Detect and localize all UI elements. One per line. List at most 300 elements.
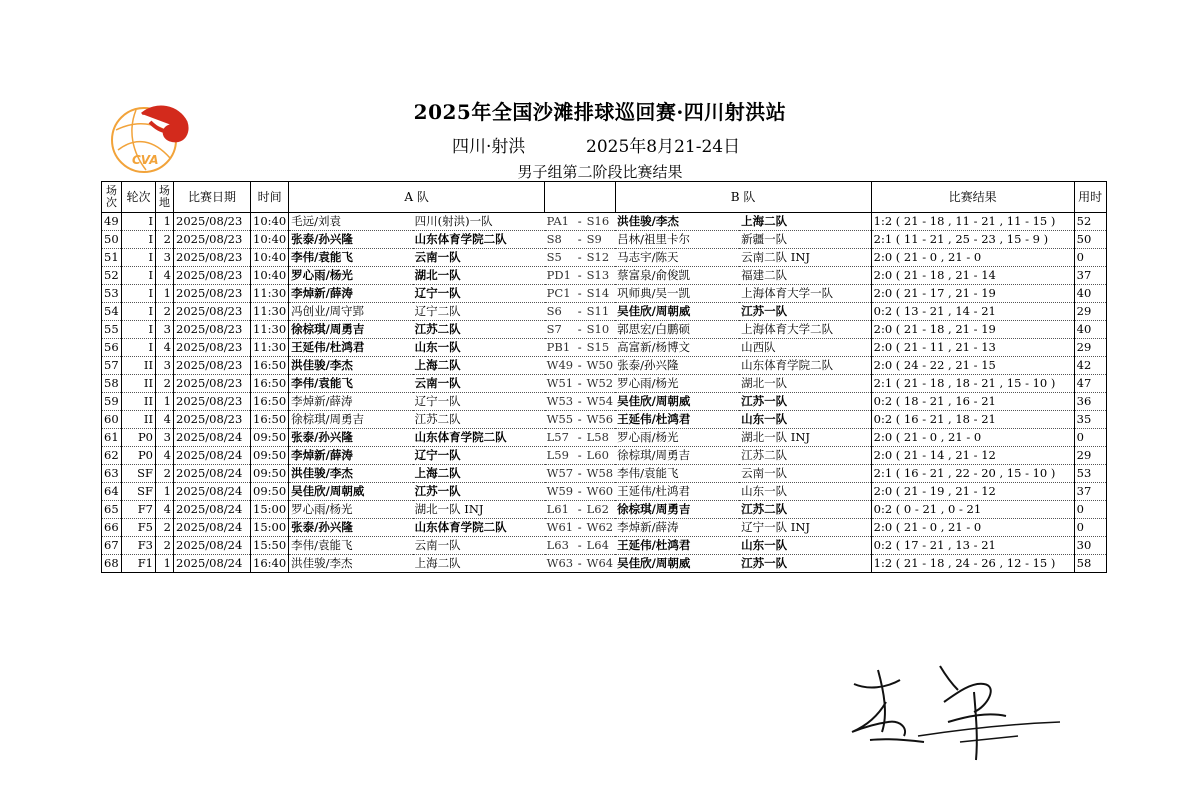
match-time: 11:30 [251, 285, 289, 303]
team-a-seed: W51 [546, 376, 574, 390]
match-duration: 29 [1074, 447, 1106, 465]
seeding [545, 483, 615, 501]
team-a-seed: L63 [546, 538, 569, 552]
team-b-seed: W52 [586, 376, 614, 390]
match-duration: 42 [1074, 357, 1106, 375]
team-b-seed: S9 [586, 232, 602, 246]
match-duration: 40 [1074, 321, 1106, 339]
seeding [545, 213, 615, 231]
table-row [102, 447, 1107, 465]
team-b-players: 吕林/祖里卡尔 [615, 231, 739, 249]
team-a-name: 云南一队 [413, 537, 545, 555]
round: P0 [122, 447, 156, 465]
match-duration: 0 [1074, 249, 1106, 267]
match-result: 0:2 ( 17 - 21 , 13 - 21 [871, 537, 1074, 555]
table-row [102, 339, 1107, 357]
table-row [102, 465, 1107, 483]
col-header-time: 时间 [251, 182, 289, 213]
round: I [122, 339, 156, 357]
match-duration: 36 [1074, 393, 1106, 411]
match-no: 52 [102, 267, 122, 285]
team-b-name: 江苏一队 [739, 303, 871, 321]
match-result: 2:0 ( 21 - 19 , 21 - 12 [871, 483, 1074, 501]
team-b-players: 王延伟/杜鸿君 [615, 483, 739, 501]
match-time: 09:50 [251, 483, 289, 501]
match-time: 15:00 [251, 501, 289, 519]
court: 2 [156, 465, 174, 483]
seed-separator: - [577, 430, 582, 444]
match-result: 2:0 ( 21 - 0 , 21 - 0 [871, 249, 1074, 267]
match-duration: 0 [1074, 519, 1106, 537]
team-b-name: 湖北一队 [739, 375, 871, 393]
seed-separator: - [577, 502, 582, 516]
round: I [122, 213, 156, 231]
team-a-seed: W59 [546, 484, 574, 498]
match-date: 2025/08/24 [174, 537, 251, 555]
team-b-name: 山东一队 [739, 483, 871, 501]
match-no: 55 [102, 321, 122, 339]
match-no: 50 [102, 231, 122, 249]
seed-separator: - [577, 556, 582, 570]
seeding [545, 519, 615, 537]
team-a-name: 辽宁一队 [413, 447, 545, 465]
match-date: 2025/08/24 [174, 465, 251, 483]
round: I [122, 303, 156, 321]
seeding [545, 321, 615, 339]
col-header-round: 轮次 [122, 182, 156, 213]
court: 2 [156, 231, 174, 249]
seed-separator: - [577, 214, 582, 228]
team-b-seed: W62 [586, 520, 614, 534]
match-time: 11:30 [251, 303, 289, 321]
court: 2 [156, 303, 174, 321]
round: F5 [122, 519, 156, 537]
event-dates: 2025年8月21-24日 [586, 137, 741, 157]
round: II [122, 393, 156, 411]
match-duration: 37 [1074, 267, 1106, 285]
team-b-players: 蔡富泉/俞俊凯 [615, 267, 739, 285]
team-a-seed: L61 [546, 502, 569, 516]
team-a-seed: PC1 [546, 286, 571, 300]
col-header-result: 比赛结果 [871, 182, 1074, 213]
seeding [545, 285, 615, 303]
team-a-players: 罗心雨/杨光 [289, 501, 413, 519]
team-b-seed: W56 [586, 412, 614, 426]
team-b-name: 上海体育大学一队 [739, 285, 871, 303]
seed-separator: - [577, 538, 582, 552]
match-duration: 30 [1074, 537, 1106, 555]
team-b-name: 江苏二队 [739, 447, 871, 465]
col-header-court: 场地 [156, 182, 174, 213]
team-b-players: 王延伟/杜鸿君 [615, 411, 739, 429]
match-duration: 58 [1074, 555, 1106, 573]
seeding [545, 447, 615, 465]
team-a-players: 洪佳骏/李杰 [289, 357, 413, 375]
team-b-players: 罗心雨/杨光 [615, 375, 739, 393]
team-b-name: 福建二队 [739, 267, 871, 285]
col-header-duration: 用时 [1074, 182, 1106, 213]
team-b-seed: L64 [586, 538, 609, 552]
seed-separator: - [577, 484, 582, 498]
team-a-players: 李焯新/薛涛 [289, 447, 413, 465]
team-b-players: 马志宇/陈天 [615, 249, 739, 267]
match-no: 56 [102, 339, 122, 357]
seed-separator: - [577, 322, 582, 336]
seed-separator: - [577, 340, 582, 354]
court: 1 [156, 213, 174, 231]
match-duration: 0 [1074, 501, 1106, 519]
team-a-name: 江苏二队 [413, 411, 545, 429]
team-b-name: 山西队 [739, 339, 871, 357]
match-duration: 37 [1074, 483, 1106, 501]
seeding [545, 501, 615, 519]
team-b-name: 新疆一队 [739, 231, 871, 249]
table-row [102, 555, 1107, 573]
team-a-players: 王延伟/杜鸿君 [289, 339, 413, 357]
match-no: 68 [102, 555, 122, 573]
team-b-name: 云南一队 [739, 465, 871, 483]
match-date: 2025/08/23 [174, 249, 251, 267]
seeding [545, 393, 615, 411]
match-date: 2025/08/23 [174, 339, 251, 357]
team-a-name: 江苏一队 [413, 483, 545, 501]
team-a-seed: PA1 [546, 214, 569, 228]
table-row [102, 501, 1107, 519]
team-b-players: 洪佳骏/李杰 [615, 213, 739, 231]
court: 1 [156, 393, 174, 411]
team-a-name: 四川(射洪)一队 [413, 213, 545, 231]
match-result: 0:2 ( 13 - 21 , 14 - 21 [871, 303, 1074, 321]
team-b-name: 江苏二队 [739, 501, 871, 519]
court: 3 [156, 249, 174, 267]
match-result: 2:0 ( 21 - 0 , 21 - 0 [871, 429, 1074, 447]
round: SF [122, 483, 156, 501]
match-no: 61 [102, 429, 122, 447]
match-no: 60 [102, 411, 122, 429]
match-time: 10:40 [251, 249, 289, 267]
team-b-players: 罗心雨/杨光 [615, 429, 739, 447]
court: 3 [156, 429, 174, 447]
team-b-players: 李伟/袁能飞 [615, 465, 739, 483]
seed-separator: - [577, 304, 582, 318]
match-result: 2:0 ( 21 - 0 , 21 - 0 [871, 519, 1074, 537]
team-a-players: 李伟/袁能飞 [289, 537, 413, 555]
team-b-players: 巩师典/吴一凯 [615, 285, 739, 303]
match-date: 2025/08/24 [174, 483, 251, 501]
match-result: 2:1 ( 11 - 21 , 25 - 23 , 15 - 9 ) [871, 231, 1074, 249]
team-b-seed: L60 [586, 448, 609, 462]
seed-separator: - [577, 376, 582, 390]
team-b-seed: W60 [586, 484, 614, 498]
team-a-players: 洪佳骏/李杰 [289, 465, 413, 483]
team-b-name: 山东一队 [739, 537, 871, 555]
team-b-seed: S16 [586, 214, 610, 228]
col-header-date: 比赛日期 [174, 182, 251, 213]
team-a-name: 山东体育学院二队 [413, 231, 545, 249]
table-row [102, 537, 1107, 555]
team-a-players: 张泰/孙兴隆 [289, 231, 413, 249]
page-subtitle: 男子组第二阶段比赛结果 [517, 163, 683, 181]
seeding [545, 249, 615, 267]
table-row [102, 519, 1107, 537]
match-date: 2025/08/24 [174, 519, 251, 537]
team-a-seed: W57 [546, 466, 574, 480]
match-time: 10:40 [251, 231, 289, 249]
round: SF [122, 465, 156, 483]
team-b-seed: W58 [586, 466, 614, 480]
table-row [102, 357, 1107, 375]
team-b-players: 徐棕琪/周勇吉 [615, 501, 739, 519]
seeding [545, 465, 615, 483]
match-date: 2025/08/23 [174, 303, 251, 321]
match-date: 2025/08/23 [174, 213, 251, 231]
team-b-name: 湖北一队 INJ [739, 429, 871, 447]
match-time: 10:40 [251, 213, 289, 231]
team-a-players: 徐棕琪/周勇吉 [289, 411, 413, 429]
match-time: 16:40 [251, 555, 289, 573]
team-b-players: 徐棕琪/周勇吉 [615, 447, 739, 465]
match-result: 2:0 ( 21 - 14 , 21 - 12 [871, 447, 1074, 465]
match-result: 2:0 ( 21 - 17 , 21 - 19 [871, 285, 1074, 303]
table-row [102, 231, 1107, 249]
team-a-players: 张泰/孙兴隆 [289, 519, 413, 537]
event-location: 四川·射洪 [452, 137, 526, 157]
table-row [102, 249, 1107, 267]
match-no: 62 [102, 447, 122, 465]
team-a-name: 山东体育学院二队 [413, 519, 545, 537]
match-duration: 40 [1074, 285, 1106, 303]
team-b-players: 吴佳欣/周朝威 [615, 555, 739, 573]
seed-separator: - [577, 448, 582, 462]
match-date: 2025/08/23 [174, 267, 251, 285]
round: I [122, 231, 156, 249]
match-result: 1:2 ( 21 - 18 , 24 - 26 , 12 - 15 ) [871, 555, 1074, 573]
team-a-seed: S7 [546, 322, 562, 336]
round: I [122, 285, 156, 303]
round: F7 [122, 501, 156, 519]
court: 3 [156, 357, 174, 375]
match-no: 57 [102, 357, 122, 375]
team-b-players: 郭思宏/白鹏硕 [615, 321, 739, 339]
match-duration: 29 [1074, 303, 1106, 321]
match-result: 2:0 ( 21 - 18 , 21 - 19 [871, 321, 1074, 339]
team-b-name: 云南二队 INJ [739, 249, 871, 267]
team-a-players: 冯创业/周守郢 [289, 303, 413, 321]
team-b-players: 王延伟/杜鸿君 [615, 537, 739, 555]
match-date: 2025/08/23 [174, 231, 251, 249]
seeding [545, 267, 615, 285]
match-date: 2025/08/23 [174, 285, 251, 303]
team-b-seed: S11 [586, 304, 610, 318]
seeding [545, 231, 615, 249]
round: II [122, 375, 156, 393]
team-a-name: 云南一队 [413, 375, 545, 393]
match-time: 15:50 [251, 537, 289, 555]
table-row [102, 429, 1107, 447]
match-date: 2025/08/23 [174, 393, 251, 411]
team-a-name: 辽宁二队 [413, 303, 545, 321]
court: 4 [156, 501, 174, 519]
round: I [122, 249, 156, 267]
team-b-seed: L62 [586, 502, 609, 516]
round: P0 [122, 429, 156, 447]
team-b-seed: W50 [586, 358, 614, 372]
match-no: 58 [102, 375, 122, 393]
team-b-seed: W64 [586, 556, 614, 570]
col-header-match-no: 场次 [102, 182, 122, 213]
table-row [102, 375, 1107, 393]
match-date: 2025/08/23 [174, 411, 251, 429]
team-a-seed: PD1 [546, 268, 571, 282]
match-result: 1:2 ( 21 - 18 , 11 - 21 , 11 - 15 ) [871, 213, 1074, 231]
match-duration: 53 [1074, 465, 1106, 483]
table-header-row [102, 182, 1107, 213]
team-b-players: 高富新/杨博文 [615, 339, 739, 357]
team-b-players: 吴佳欣/周朝威 [615, 303, 739, 321]
match-date: 2025/08/23 [174, 321, 251, 339]
table-row [102, 303, 1107, 321]
match-duration: 52 [1074, 213, 1106, 231]
seed-separator: - [577, 466, 582, 480]
team-a-seed: S6 [546, 304, 562, 318]
court: 2 [156, 537, 174, 555]
match-date: 2025/08/24 [174, 501, 251, 519]
seed-separator: - [577, 268, 582, 282]
signature [848, 662, 1063, 767]
match-no: 49 [102, 213, 122, 231]
team-a-name: 上海二队 [413, 465, 545, 483]
col-header-team-b: B 队 [615, 182, 871, 213]
team-a-seed: L59 [546, 448, 569, 462]
court: 1 [156, 555, 174, 573]
match-time: 11:30 [251, 339, 289, 357]
table-row [102, 321, 1107, 339]
court: 4 [156, 267, 174, 285]
team-b-seed: S15 [586, 340, 610, 354]
match-time: 09:50 [251, 429, 289, 447]
team-b-players: 张泰/孙兴隆 [615, 357, 739, 375]
table-row [102, 285, 1107, 303]
team-a-seed: W61 [546, 520, 574, 534]
match-duration: 47 [1074, 375, 1106, 393]
team-a-seed: W63 [546, 556, 574, 570]
team-a-seed: W53 [546, 394, 574, 408]
match-duration: 35 [1074, 411, 1106, 429]
match-no: 67 [102, 537, 122, 555]
match-no: 66 [102, 519, 122, 537]
table-row [102, 267, 1107, 285]
match-no: 54 [102, 303, 122, 321]
match-duration: 0 [1074, 429, 1106, 447]
team-b-name: 上海体育大学二队 [739, 321, 871, 339]
match-time: 11:30 [251, 321, 289, 339]
team-a-players: 吴佳欣/周朝威 [289, 483, 413, 501]
team-a-players: 李焯新/薛涛 [289, 393, 413, 411]
match-time: 16:50 [251, 393, 289, 411]
team-b-seed: S14 [586, 286, 610, 300]
seed-separator: - [577, 250, 582, 264]
round: II [122, 357, 156, 375]
match-result: 0:2 ( 0 - 21 , 0 - 21 [871, 501, 1074, 519]
team-b-seed: S10 [586, 322, 610, 336]
round: II [122, 411, 156, 429]
match-no: 53 [102, 285, 122, 303]
match-time: 09:50 [251, 465, 289, 483]
match-duration: 50 [1074, 231, 1106, 249]
seed-separator: - [577, 286, 582, 300]
team-b-players: 李焯新/薛涛 [615, 519, 739, 537]
match-result: 2:1 ( 21 - 18 , 18 - 21 , 15 - 10 ) [871, 375, 1074, 393]
court: 1 [156, 285, 174, 303]
team-a-name: 云南一队 [413, 249, 545, 267]
seeding [545, 537, 615, 555]
round: I [122, 267, 156, 285]
team-b-seed: L58 [586, 430, 609, 444]
seeding [545, 411, 615, 429]
match-result: 2:1 ( 16 - 21 , 22 - 20 , 15 - 10 ) [871, 465, 1074, 483]
team-a-players: 罗心雨/杨光 [289, 267, 413, 285]
team-a-players: 张泰/孙兴隆 [289, 429, 413, 447]
team-b-name: 江苏一队 [739, 393, 871, 411]
match-result: 0:2 ( 16 - 21 , 18 - 21 [871, 411, 1074, 429]
team-a-name: 上海二队 [413, 555, 545, 573]
team-b-seed: S12 [586, 250, 610, 264]
col-header-seeding [545, 182, 615, 213]
team-a-name: 上海二队 [413, 357, 545, 375]
match-no: 59 [102, 393, 122, 411]
match-time: 16:50 [251, 357, 289, 375]
court: 4 [156, 411, 174, 429]
team-a-name: 山东一队 [413, 339, 545, 357]
team-a-seed: W55 [546, 412, 574, 426]
match-time: 15:00 [251, 519, 289, 537]
seeding [545, 375, 615, 393]
team-a-name: 辽宁一队 [413, 393, 545, 411]
team-a-players: 徐棕琪/周勇吉 [289, 321, 413, 339]
results-table [101, 181, 1107, 573]
match-result: 0:2 ( 18 - 21 , 16 - 21 [871, 393, 1074, 411]
team-a-seed: L57 [546, 430, 569, 444]
svg-text:CVA: CVA [132, 153, 159, 167]
seeding [545, 429, 615, 447]
court: 2 [156, 375, 174, 393]
round: F3 [122, 537, 156, 555]
team-b-name: 山东一队 [739, 411, 871, 429]
team-b-name: 江苏一队 [739, 555, 871, 573]
team-a-name: 湖北一队 [413, 267, 545, 285]
col-header-team-a: A 队 [289, 182, 545, 213]
match-result: 2:0 ( 24 - 22 , 21 - 15 [871, 357, 1074, 375]
match-date: 2025/08/23 [174, 357, 251, 375]
match-date: 2025/08/24 [174, 447, 251, 465]
round: F1 [122, 555, 156, 573]
court: 1 [156, 483, 174, 501]
match-no: 63 [102, 465, 122, 483]
team-a-name: 辽宁一队 [413, 285, 545, 303]
match-no: 64 [102, 483, 122, 501]
seed-separator: - [577, 412, 582, 426]
team-a-seed: S5 [546, 250, 562, 264]
team-a-players: 李焯新/薛涛 [289, 285, 413, 303]
match-time: 10:40 [251, 267, 289, 285]
match-no: 65 [102, 501, 122, 519]
team-b-players: 吴佳欣/周朝威 [615, 393, 739, 411]
court: 3 [156, 321, 174, 339]
match-date: 2025/08/23 [174, 375, 251, 393]
match-result: 2:0 ( 21 - 11 , 21 - 13 [871, 339, 1074, 357]
match-time: 16:50 [251, 411, 289, 429]
team-a-players: 洪佳骏/李杰 [289, 555, 413, 573]
